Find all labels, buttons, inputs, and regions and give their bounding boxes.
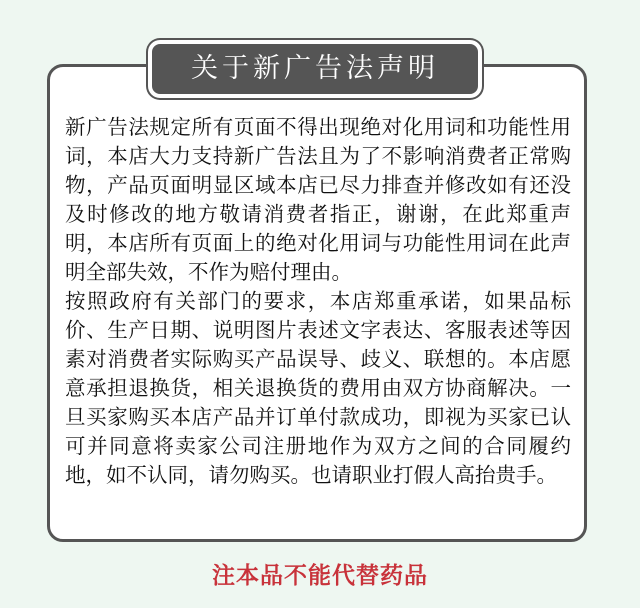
- notice-paragraph-1: 新广告法规定所有页面不得出现绝对化用词和功能性用词，本店大力支持新广告法且为了不影响消费者正常购物，产品页面明显区域本店已尽力排查并修改如有还没及时修改的地方敬请消费者指正，谢谢，在此郑重声明，本店所有页面上的绝对化用词与功能性用词在此声明全部失效，不作为赔付理由。: [65, 115, 571, 284]
- warning-text: 注本品不能代替药品: [212, 562, 428, 589]
- notice-body: [65, 113, 571, 490]
- notice-title: 关于新广告法声明: [148, 40, 482, 98]
- notice-paragraph-2: 按照政府有关部门的要求，本店郑重承诺，如果品标价、生产日期、说明图片表述文字表达、客服表述等因素对消费者实际购买产品误导、歧义、联想的。本店愿意承担退换货，相关退换货的费用由双方协商解决。一旦买家购买本店产品并订单付款成功，即视为买家已认可并同意将卖家公司注册地作为双方之间的合同履约地，如不认同，请勿购买。也请职业打假人高抬贵手。: [65, 289, 571, 487]
